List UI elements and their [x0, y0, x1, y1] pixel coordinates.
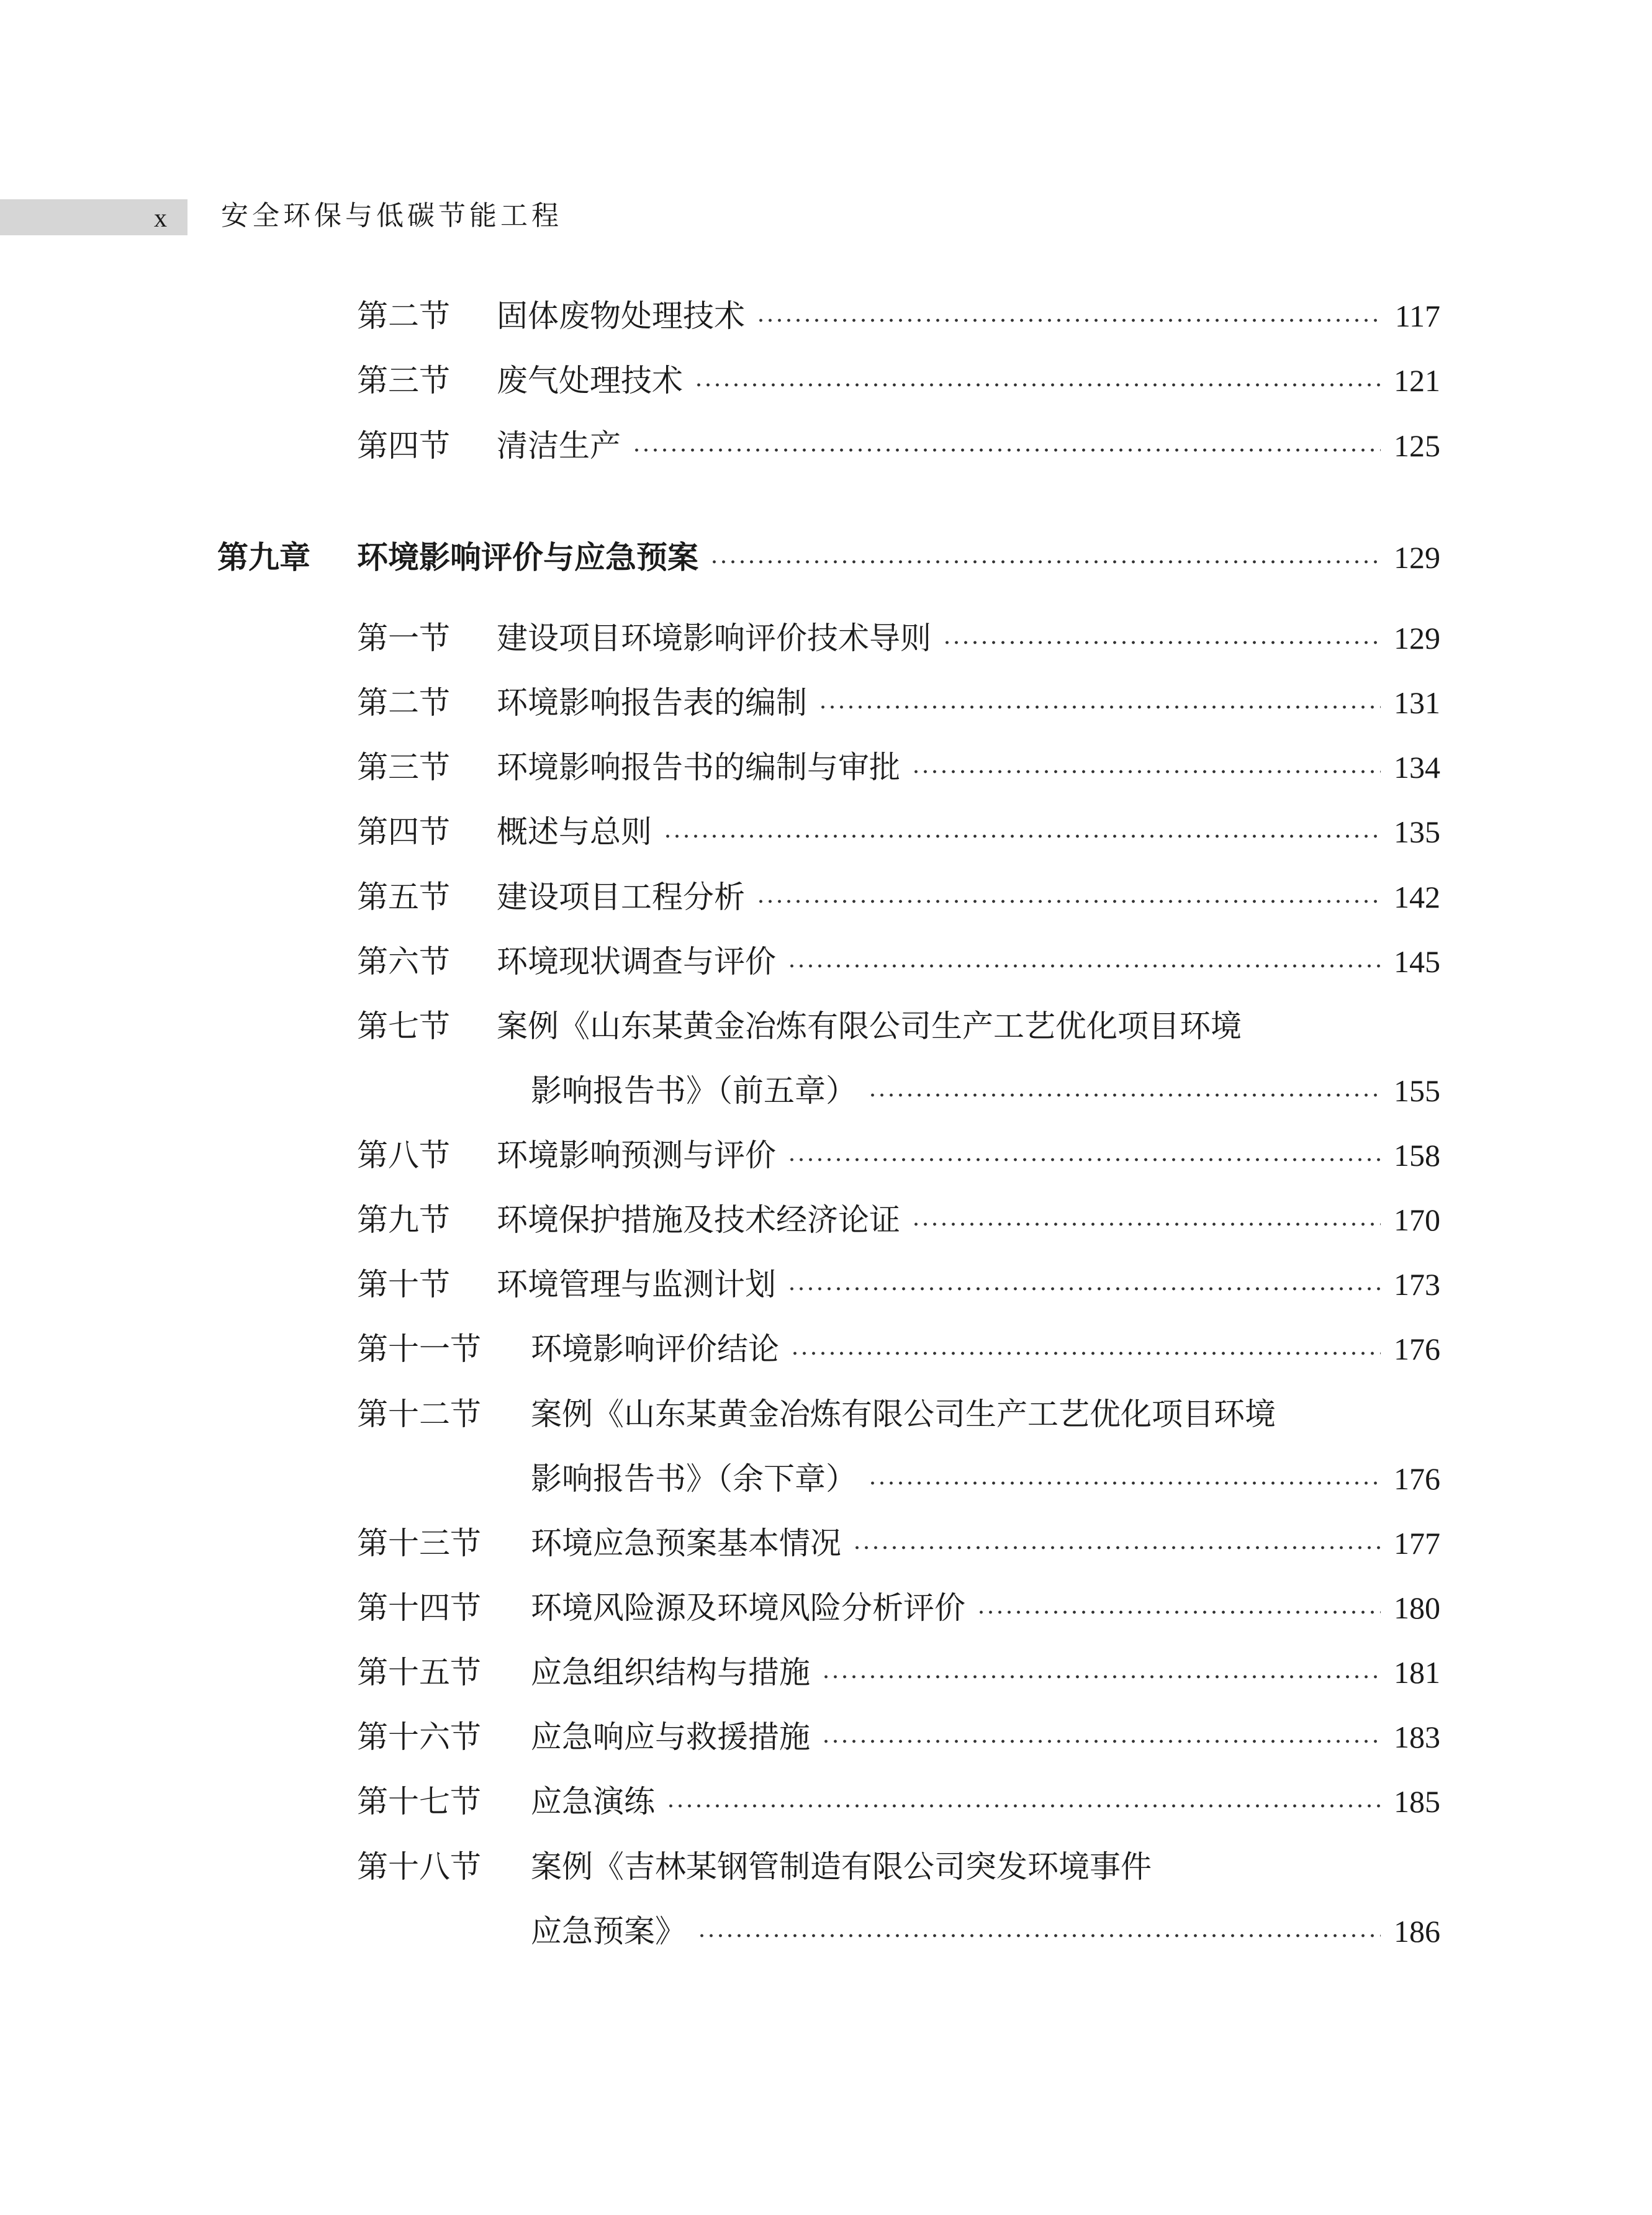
entry-title: 案例《山东某黄金冶炼有限公司生产工艺优化项目环境 [497, 1008, 1242, 1044]
entry-page: 121 [1394, 363, 1440, 398]
entry-page: 155 [1394, 1073, 1440, 1108]
dot-leader [756, 318, 1381, 322]
chapter-title: 环境影响评价与应急预案 [357, 539, 698, 575]
entry-page: 181 [1394, 1655, 1440, 1690]
toc-entry[interactable] [357, 1715, 1440, 1759]
toc-entry[interactable] [357, 1004, 1440, 1049]
entry-page: 117 [1394, 299, 1440, 333]
dot-leader [666, 1804, 1381, 1808]
entry-label: 第十二节 [357, 1396, 481, 1432]
dot-leader [790, 1351, 1381, 1355]
entry-label: 第二节 [357, 298, 450, 334]
dot-leader [942, 641, 1381, 644]
page-number: x [154, 204, 167, 233]
dot-leader [756, 900, 1381, 903]
dot-leader [868, 1093, 1381, 1097]
entry-title: 固体废物处理技术 [497, 298, 745, 334]
entry-label: 第四节 [357, 428, 450, 464]
entry-title: 建设项目环境影响评价技术导则 [497, 620, 931, 656]
entry-page: 185 [1394, 1784, 1440, 1819]
dot-leader [821, 1739, 1381, 1743]
entry-label: 第十五节 [357, 1654, 481, 1690]
entry-page: 145 [1394, 944, 1440, 979]
entry-label: 第四节 [357, 814, 450, 850]
entry-page: 173 [1394, 1267, 1440, 1302]
entry-page: 158 [1394, 1138, 1440, 1173]
toc-entry[interactable] [357, 616, 1440, 661]
entry-page: 134 [1394, 750, 1440, 785]
entry-title: 环境保护措施及技术经济论证 [497, 1202, 900, 1238]
toc-entry[interactable] [357, 1262, 1440, 1307]
dot-leader [787, 1158, 1381, 1162]
toc-entry[interactable] [357, 1844, 1440, 1889]
entry-label: 第十节 [357, 1266, 450, 1302]
entry-page: 142 [1394, 880, 1440, 914]
toc-entry[interactable] [357, 1327, 1440, 1371]
dot-leader [852, 1546, 1381, 1550]
toc-entry[interactable] [357, 680, 1440, 725]
toc-entry[interactable] [357, 745, 1440, 790]
entry-page: 177 [1394, 1526, 1440, 1561]
dot-leader [911, 770, 1381, 774]
entry-title: 应急响应与救援措施 [531, 1719, 810, 1755]
entry-title: 环境应急预案基本情况 [531, 1525, 841, 1561]
entry-label: 第十四节 [357, 1590, 481, 1626]
entry-page: 176 [1394, 1332, 1440, 1366]
toc-entry[interactable] [357, 1779, 1440, 1824]
entry-label: 第十七节 [357, 1784, 481, 1820]
toc-entry[interactable] [357, 875, 1440, 919]
entry-page: 125 [1394, 428, 1440, 463]
dot-leader [787, 1287, 1381, 1291]
dot-leader [632, 448, 1381, 452]
entry-label: 第九节 [357, 1202, 450, 1238]
entry-title-continuation: 影响报告书》（余下章） [531, 1461, 857, 1497]
chapter-label: 第九章 [217, 539, 310, 575]
entry-label: 第三节 [357, 363, 450, 399]
dot-leader [694, 383, 1381, 387]
entry-title: 应急演练 [531, 1784, 655, 1820]
toc-entry[interactable] [357, 1586, 1440, 1630]
toc-entry[interactable] [357, 1133, 1440, 1178]
toc-entry[interactable] [357, 810, 1440, 854]
entry-title: 环境现状调查与评价 [497, 944, 776, 980]
entry-title: 环境管理与监测计划 [497, 1266, 776, 1302]
entry-page: 131 [1394, 685, 1440, 720]
entry-page: 180 [1394, 1590, 1440, 1625]
entry-label: 第五节 [357, 879, 450, 915]
dot-leader [787, 964, 1381, 968]
entry-label: 第一节 [357, 620, 450, 656]
entry-label: 第十六节 [357, 1719, 481, 1755]
toc-entry[interactable] [357, 1198, 1440, 1242]
dot-leader [977, 1610, 1381, 1614]
entry-title: 环境影响报告表的编制 [497, 685, 807, 721]
toc-entry[interactable] [357, 294, 1440, 338]
running-header-title: 安全环保与低碳节能工程 [221, 200, 562, 232]
dot-leader [911, 1222, 1381, 1226]
entry-page: 129 [1394, 621, 1440, 656]
entry-title: 清洁生产 [497, 428, 621, 464]
toc-entry[interactable] [357, 358, 1440, 403]
toc-chapter-entry[interactable] [217, 535, 1440, 580]
toc-entry-continuation[interactable] [531, 1456, 1440, 1501]
toc-entry[interactable] [357, 939, 1440, 984]
dot-leader [663, 834, 1381, 838]
toc-entry[interactable] [357, 1650, 1440, 1695]
dot-leader [868, 1481, 1381, 1485]
entry-page: 135 [1394, 814, 1440, 849]
dot-leader [818, 705, 1381, 709]
entry-title: 概述与总则 [497, 814, 652, 850]
entry-title: 案例《吉林某钢管制造有限公司突发环境事件 [531, 1849, 1152, 1885]
dot-leader [821, 1675, 1381, 1679]
entry-label: 第十八节 [357, 1849, 481, 1885]
toc-entry[interactable] [357, 1521, 1440, 1566]
entry-title: 环境影响预测与评价 [497, 1137, 776, 1173]
entry-title: 建设项目工程分析 [497, 879, 745, 915]
toc-entry[interactable] [357, 1392, 1440, 1437]
entry-page: 183 [1394, 1720, 1440, 1754]
entry-title: 案例《山东某黄金冶炼有限公司生产工艺优化项目环境 [531, 1396, 1276, 1432]
entry-label: 第六节 [357, 944, 450, 980]
dot-leader [697, 1934, 1381, 1938]
entry-label: 第八节 [357, 1137, 450, 1173]
toc-entry-continuation[interactable] [531, 1068, 1440, 1113]
toc-entry-continuation[interactable] [531, 1909, 1440, 1954]
entry-title-continuation: 应急预案》 [531, 1913, 686, 1949]
chapter-page: 129 [1394, 540, 1440, 575]
entry-page: 176 [1394, 1461, 1440, 1496]
entry-label: 第三节 [357, 749, 450, 785]
entry-title: 环境风险源及环境风险分析评价 [531, 1590, 965, 1626]
toc-entry[interactable] [357, 423, 1440, 468]
entry-label: 第七节 [357, 1008, 450, 1044]
entry-label: 第二节 [357, 685, 450, 721]
entry-title-continuation: 影响报告书》（前五章） [531, 1073, 857, 1109]
entry-title: 环境影响报告书的编制与审批 [497, 749, 900, 785]
entry-title: 应急组织结构与措施 [531, 1654, 810, 1690]
entry-page: 186 [1394, 1914, 1440, 1949]
dot-leader [710, 560, 1381, 564]
entry-label: 第十三节 [357, 1525, 481, 1561]
entry-label: 第十一节 [357, 1331, 481, 1367]
entry-title: 废气处理技术 [497, 363, 683, 399]
entry-title: 环境影响评价结论 [531, 1331, 779, 1367]
entry-page: 170 [1394, 1202, 1440, 1237]
